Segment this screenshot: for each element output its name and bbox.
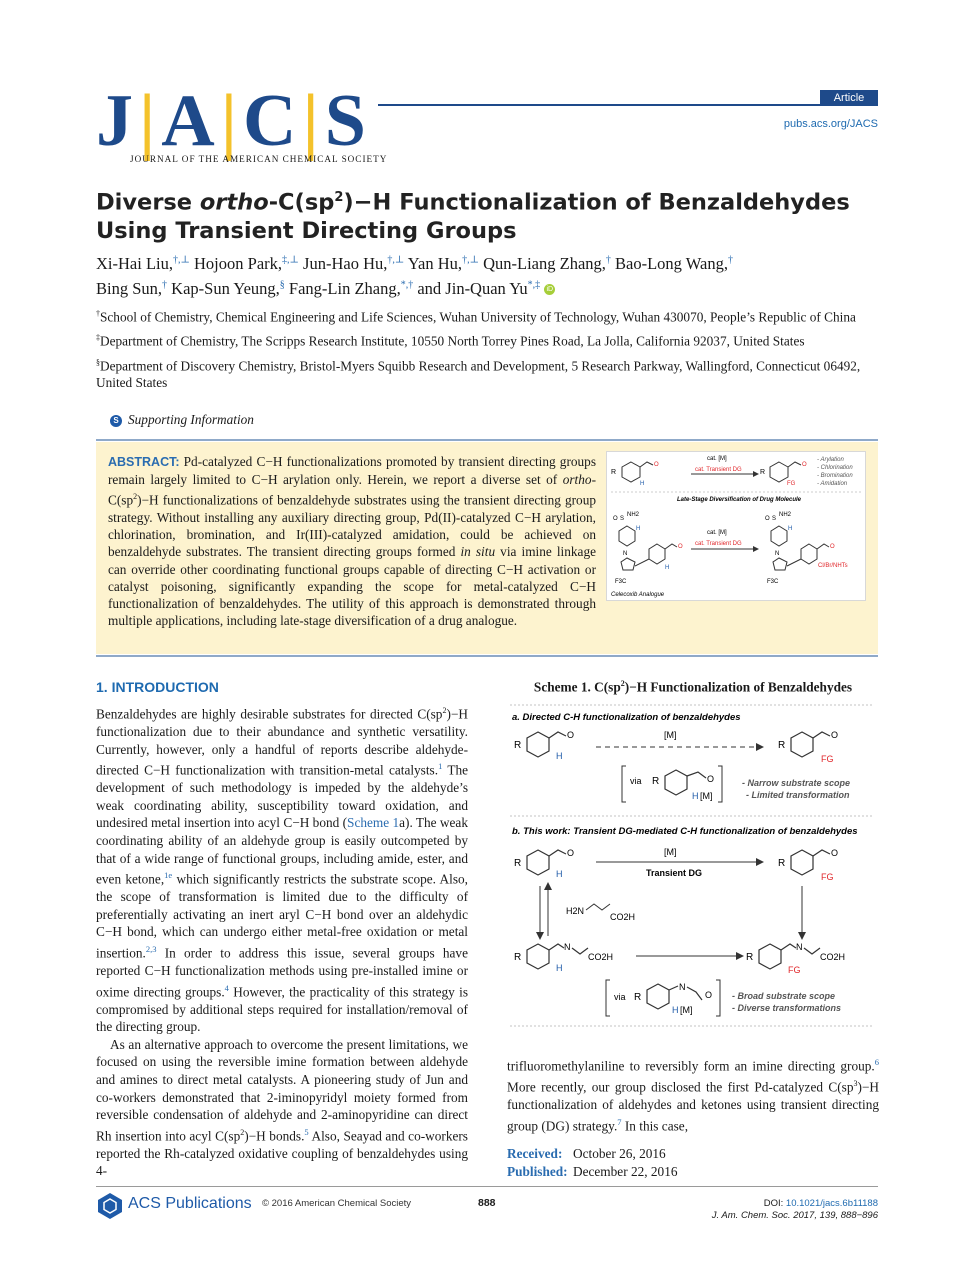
svg-text:- Amidation: - Amidation — [817, 481, 848, 487]
copyright: © 2016 American Chemical Society — [262, 1198, 412, 1209]
paragraph: Benzaldehydes are highly desirable substrates for directed $C(sp^2)-H$ functionalization due to their abundance and synthetic versatility. Currently, however, only a handful of reports describe aldehyde-directed C−H functionalization with transition-metal catalysts.$^1$ The development of such methodology is impeded by the aldehyde’s weak coordinating ability, susceptibility toward oxidation, and undesired metal insertion into acyl C−H bond (Scheme 1a). The weak coordinating ability of an aldehyde group is easily outcompeted by that of a wide range of functional groups, including amide, ester, and even ketone,$^{1e}$ which significantly restricts the substrate scope. Also, the scope of transformation is limited due to the difficulty of preferentially activating an inert aryl C−H bond over an aldehydic C−H bond, which can undergo either metal-free oxidation or metal insertion.$^{2,3}$ In order to address this issue, several groups have reported C−H functionalization methods using pre-installed imine or oxime directing groups.$^4$ However, the practicality of this strategy is compromised by additional steps required for installation/removal of the directing group. — [96, 706, 469, 1035]
svg-text:R: R — [634, 992, 642, 1003]
publication-dates — [507, 1145, 678, 1181]
abstract-bottom-rule — [96, 655, 878, 657]
svg-text:S: S — [620, 516, 625, 522]
svg-text:R: R — [746, 952, 754, 963]
svg-text:via: via — [630, 776, 642, 786]
svg-text:R: R — [778, 740, 786, 751]
footer-rule — [96, 1186, 878, 1187]
svg-text:a. Directed C-H functionalizat: a. Directed C-H functionalization of benzaldehydes — [512, 712, 741, 723]
journal-citation: J. Am. Chem. Soc. 2017, 139, 888−896 — [711, 1210, 878, 1221]
acs-hexagon-icon — [96, 1192, 124, 1220]
citation-link[interactable]: 2,3 — [145, 943, 157, 954]
logo-letter-a: A — [161, 80, 217, 162]
header-rule — [378, 104, 878, 106]
received-date: Received: October 26, 2016 — [507, 1146, 666, 1161]
svg-text:O: O — [678, 544, 683, 550]
svg-text:Transient DG: Transient DG — [646, 868, 703, 878]
doi-link[interactable]: 10.1021/jacs.6b11188 — [785, 1198, 878, 1209]
scheme-1-figure — [506, 700, 878, 1030]
supporting-information-link[interactable]: S Supporting Information — [110, 412, 254, 428]
affiliation: †School of Chemistry, Chemical Engineering and Life Sciences, Wuhan University of Technology, Wuhan 430070, People’s Republic of China — [96, 309, 856, 325]
svg-text:H: H — [788, 526, 793, 532]
svg-text:cat. Transient DG: cat. Transient DG — [695, 467, 742, 473]
svg-text:H: H — [665, 565, 670, 571]
article-title: Diverse ortho-$C(sp^2)-H$ Functionalization of Benzaldehydes Using Transient Directing Groups — [96, 189, 850, 244]
section-heading-introduction: 1. INTRODUCTION — [96, 679, 219, 695]
svg-text:N: N — [679, 982, 686, 992]
svg-text:- Broad substrate scope: - Broad substrate scope — [732, 991, 836, 1001]
svg-text:NH2: NH2 — [779, 512, 792, 518]
svg-text:F3C: F3C — [615, 579, 627, 585]
svg-text:- Diverse transformations: - Diverse transformations — [732, 1003, 842, 1013]
svg-text:FG: FG — [821, 754, 834, 764]
author[interactable]: Yan Hu,†,⊥ — [407, 253, 479, 273]
citation-link[interactable]: 7 — [617, 1116, 622, 1127]
affiliation: ‡Department of Chemistry, The Scripps Research Institute, 10550 North Torrey Pines Road, La Jolla, California 92037, United States — [96, 333, 805, 349]
author-list — [96, 249, 886, 300]
abstract-label: ABSTRACT: — [108, 455, 180, 469]
svg-text:S: S — [772, 516, 777, 522]
doi-citation: DOI: 10.1021/jacs.6b11188 J. Am. Chem. Soc. 2017, 139, 888−896 — [711, 1198, 878, 1221]
citation-link[interactable]: 5 — [304, 1126, 309, 1137]
svg-text:R: R — [760, 469, 766, 476]
svg-text:- Limited transformation: - Limited transformation — [746, 790, 850, 800]
svg-text:Late-Stage Diversification of: Late-Stage Diversification of Drug Molecule — [677, 497, 802, 503]
abstract-top-rule — [96, 439, 878, 441]
author[interactable]: Kap-Sun Yeung,§ — [171, 279, 285, 298]
abstract-text: ABSTRACT: Pd-catalyzed C−H functionalizations promoted by transient directing groups remain largely limited to C−H arylation only. Herein, we report a diverse set of ortho-$C(sp^2)-H$ functionalizations of benzaldehyde substrates using the transient directing group strategy. Without installing any auxiliary directing group, Pd(II)-catalyzed C−H arylation, chlorination, bromination, and Ir(III)-catalyzed amidation, could be achieved on benzaldehyde substrates. The transient directing groups formed in situ via imine linkage can override other coordinating functional groups capable of directing C−H activation or catalyst poisoning, significantly expanding the scope for metal-catalyzed C−H functionalization of benzaldehydes. The utility of this approach is demonstrated through multiple applications, including late-stage diversification of a drug analogue. — [108, 454, 596, 629]
logo-letter-c: C — [243, 80, 299, 162]
svg-text:O: O — [654, 462, 659, 468]
svg-text:O: O — [567, 848, 575, 858]
svg-text:b. This work: Transient DG-med: b. This work: Transient DG-mediated C-H functionalization of benzaldehydes — [512, 826, 858, 837]
svg-text:H2N: H2N — [566, 906, 585, 916]
author[interactable]: Xi-Hai Liu,†,⊥ — [96, 253, 190, 273]
svg-text:O: O — [830, 544, 835, 550]
svg-text:CO2H: CO2H — [610, 912, 636, 922]
scheme-title: Scheme 1. $C(sp^2)-H$ Functionalization of Benzaldehydes — [533, 679, 853, 695]
author[interactable]: Jun-Hao Hu,†,⊥ — [303, 253, 405, 273]
svg-text:H: H — [556, 963, 563, 973]
svg-text:cat. [M]: cat. [M] — [707, 456, 727, 462]
journal-link[interactable]: pubs.acs.org/JACS — [783, 118, 878, 130]
acs-publications-logo[interactable]: ACS Publications — [96, 1192, 256, 1222]
svg-text:NH2: NH2 — [627, 512, 640, 518]
toc-graphic — [606, 451, 866, 601]
svg-text:cat. [M]: cat. [M] — [707, 530, 727, 536]
svg-text:O: O — [802, 462, 807, 468]
svg-text:- Narrow substrate scope: - Narrow substrate scope — [742, 778, 851, 788]
orcid-icon[interactable]: iD — [544, 284, 555, 295]
author[interactable]: Hojoon Park,‡,⊥ — [194, 253, 299, 273]
svg-text:FG: FG — [788, 965, 801, 975]
svg-text:via: via — [614, 992, 626, 1002]
logo-letter-s: S — [324, 80, 368, 162]
svg-text:H: H — [556, 869, 563, 879]
svg-text:FG: FG — [821, 872, 834, 882]
svg-text:[M]: [M] — [664, 730, 677, 740]
svg-text:R: R — [652, 776, 660, 787]
svg-text:- Arylation: - Arylation — [817, 457, 844, 463]
svg-text:O: O — [567, 730, 575, 740]
svg-text:[M]: [M] — [680, 1005, 693, 1015]
svg-text:O: O — [831, 848, 839, 858]
svg-text:F3C: F3C — [767, 579, 779, 585]
citation-link[interactable]: 1 — [438, 761, 443, 772]
svg-text:[M]: [M] — [664, 847, 677, 857]
svg-text:O: O — [831, 730, 839, 740]
svg-text:CO2H: CO2H — [588, 952, 614, 962]
svg-text:cat. Transient DG: cat. Transient DG — [695, 541, 742, 547]
paragraph: As an alternative approach to overcome the present limitations, we focused on using the reversible imine formation between aldehyde and amines to direct metal catalysts. A pioneering study of Jun and co-workers demonstrated that 2-iminopyridyl moiety formed from reversible condensation of aldehyde and 2-aminopyridine can direct Rh insertion into acyl $C(sp^2)-H$ bonds.$^5$ Also, Seayad and co-workers reported the Rh-catalyzed oxidative coupling of benzaldehydes using 4- — [96, 1036, 468, 1179]
benzene-ring — [622, 462, 640, 482]
author[interactable]: Qun-Liang Zhang,† — [483, 253, 611, 273]
journal-logo: J|A|C|S JOURNAL OF THE AMERICAN CHEMICAL SOCIETY — [96, 80, 388, 164]
scheme-1-svg — [506, 700, 878, 1030]
svg-text:R: R — [611, 469, 617, 476]
article-type-badge: Article — [820, 90, 878, 106]
svg-text:[M]: [M] — [700, 791, 713, 801]
scheme-1-link[interactable]: Scheme 1 — [347, 815, 400, 831]
svg-text:H: H — [640, 481, 645, 487]
svg-text:O: O — [707, 774, 715, 784]
svg-text:H: H — [692, 791, 699, 801]
citation-link[interactable]: 4 — [224, 982, 229, 993]
affiliation: §Department of Discovery Chemistry, Bristol-Myers Squibb Research and Development, 5 Research Parkway, Wallingford, Connecticut 06492, United States — [96, 357, 861, 391]
affiliations — [96, 305, 880, 395]
svg-text:CO2H: CO2H — [820, 952, 846, 962]
intro-body-right: trifluoromethylaniline to reversibly form an imine directing group.$^6$ More recently, our group disclosed the first Pd-catalyzed $C(sp^3)-H$ functionalization of aldehydes and ketones using transient directing group (DG) strategy.$^7$ In this case, — [507, 1057, 879, 1134]
toc-scheme-svg — [607, 452, 865, 600]
citation-link[interactable]: 6 — [874, 1057, 879, 1067]
author[interactable]: and Jin-Quan Yu*,‡ iD — [417, 279, 555, 298]
svg-text:N: N — [775, 551, 780, 557]
svg-text:Celecoxib Analogue: Celecoxib Analogue — [611, 592, 665, 598]
page-number: 888 — [478, 1197, 496, 1209]
svg-text:N: N — [564, 942, 571, 952]
svg-text:H: H — [636, 526, 641, 532]
svg-text:- Bromination: - Bromination — [817, 473, 853, 479]
svg-text:R: R — [514, 740, 522, 751]
svg-text:FG: FG — [787, 481, 796, 487]
svg-text:R: R — [514, 952, 522, 963]
svg-text:H: H — [672, 1005, 679, 1015]
svg-text:R: R — [778, 858, 786, 869]
author[interactable]: Bao-Long Wang,† — [615, 253, 733, 273]
svg-text:O: O — [613, 516, 618, 522]
svg-text:N: N — [623, 551, 628, 557]
svg-text:N: N — [796, 942, 803, 952]
published-date: Published: December 22, 2016 — [507, 1164, 678, 1179]
citation-link[interactable]: 1e — [164, 870, 173, 881]
logo-letter-j: J — [96, 80, 135, 162]
intro-body-left — [96, 702, 468, 1180]
author[interactable]: Bing Sun,† — [96, 279, 168, 298]
author[interactable]: Fang-Lin Zhang,*,† — [288, 279, 414, 298]
svg-text:O: O — [765, 516, 770, 522]
logo-subtitle: JOURNAL OF THE AMERICAN CHEMICAL SOCIETY — [130, 154, 388, 164]
svg-text:- Chlorination: - Chlorination — [817, 465, 853, 471]
supporting-info-icon: S — [110, 415, 122, 427]
svg-text:Cl/Br/NHTs: Cl/Br/NHTs — [818, 563, 848, 569]
svg-text:O: O — [705, 990, 713, 1000]
svg-text:R: R — [514, 858, 522, 869]
svg-text:H: H — [556, 751, 563, 761]
